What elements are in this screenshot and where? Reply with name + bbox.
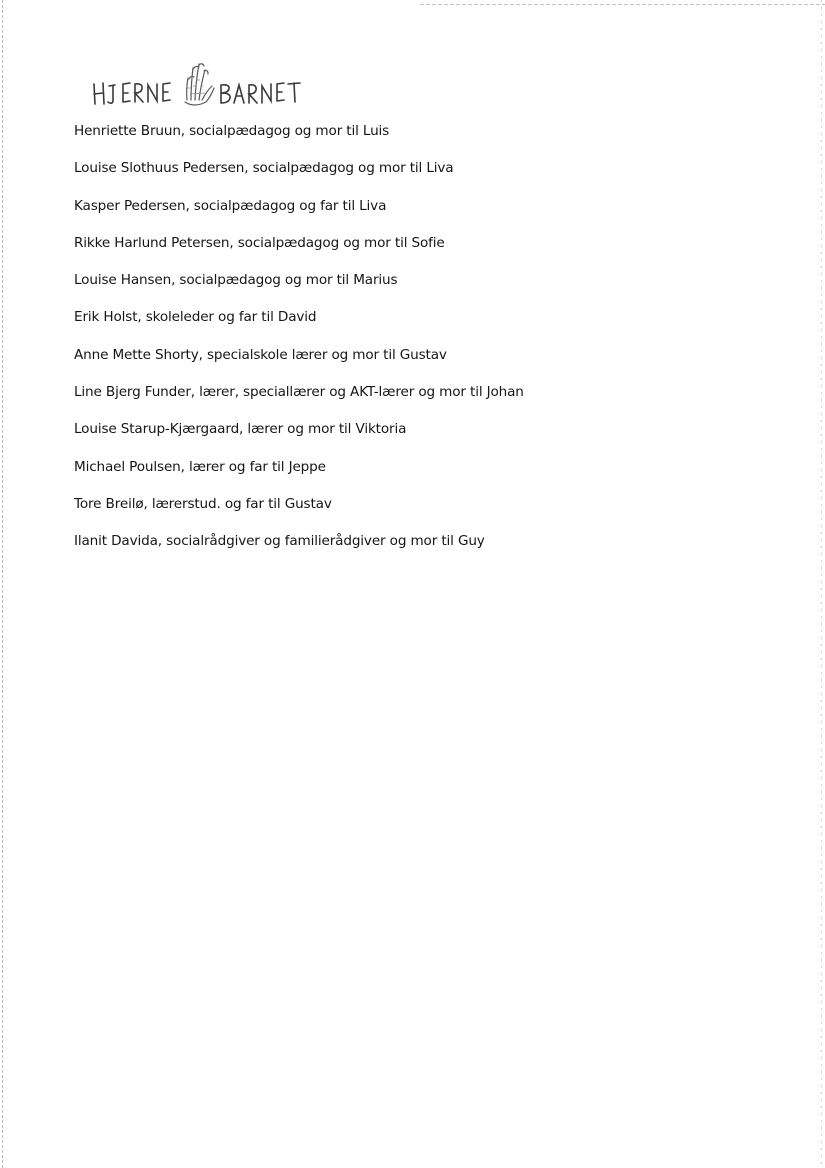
scan-edge-right [821, 0, 822, 1168]
hjernebarnet-logo [90, 58, 310, 110]
hand-icon [185, 64, 214, 105]
logo-graphic [90, 58, 310, 110]
list-item: Tore Breilø, lærerstud. og far til Gustav [74, 495, 332, 512]
list-item: Henriette Bruun, socialpædagog og mor til Luis [74, 123, 390, 139]
list-item: Line Bjerg Funder, lærer, speciallærer og AKT-lærer og mor til Johan [74, 384, 524, 401]
list-item: Michael Poulsen, lærer og far til Jeppe [74, 458, 326, 475]
scan-edge-top [420, 4, 825, 5]
member-list [74, 118, 524, 566]
list-item: Louise Hansen, socialpædagog og mor til Marius [74, 272, 398, 289]
list-item: Louise Slothuus Pedersen, socialpædagog og mor til Liva [74, 160, 454, 177]
list-item: Anne Mette Shorty, specialskole lærer og mor til Gustav [74, 346, 447, 363]
list-item: Ilanit Davida, socialrådgiver og familierådgiver og mor til Guy [74, 533, 485, 550]
list-item: Kasper Pedersen, socialpædagog og far til Liva [74, 197, 387, 214]
list-item: Rikke Harlund Petersen, socialpædagog og mor til Sofie [74, 234, 445, 251]
list-item: Louise Starup-Kjærgaard, lærer og mor til Viktoria [74, 421, 407, 438]
list-item: Erik Holst, skoleleder og far til David [74, 309, 317, 326]
scan-edge-left [2, 0, 3, 1168]
